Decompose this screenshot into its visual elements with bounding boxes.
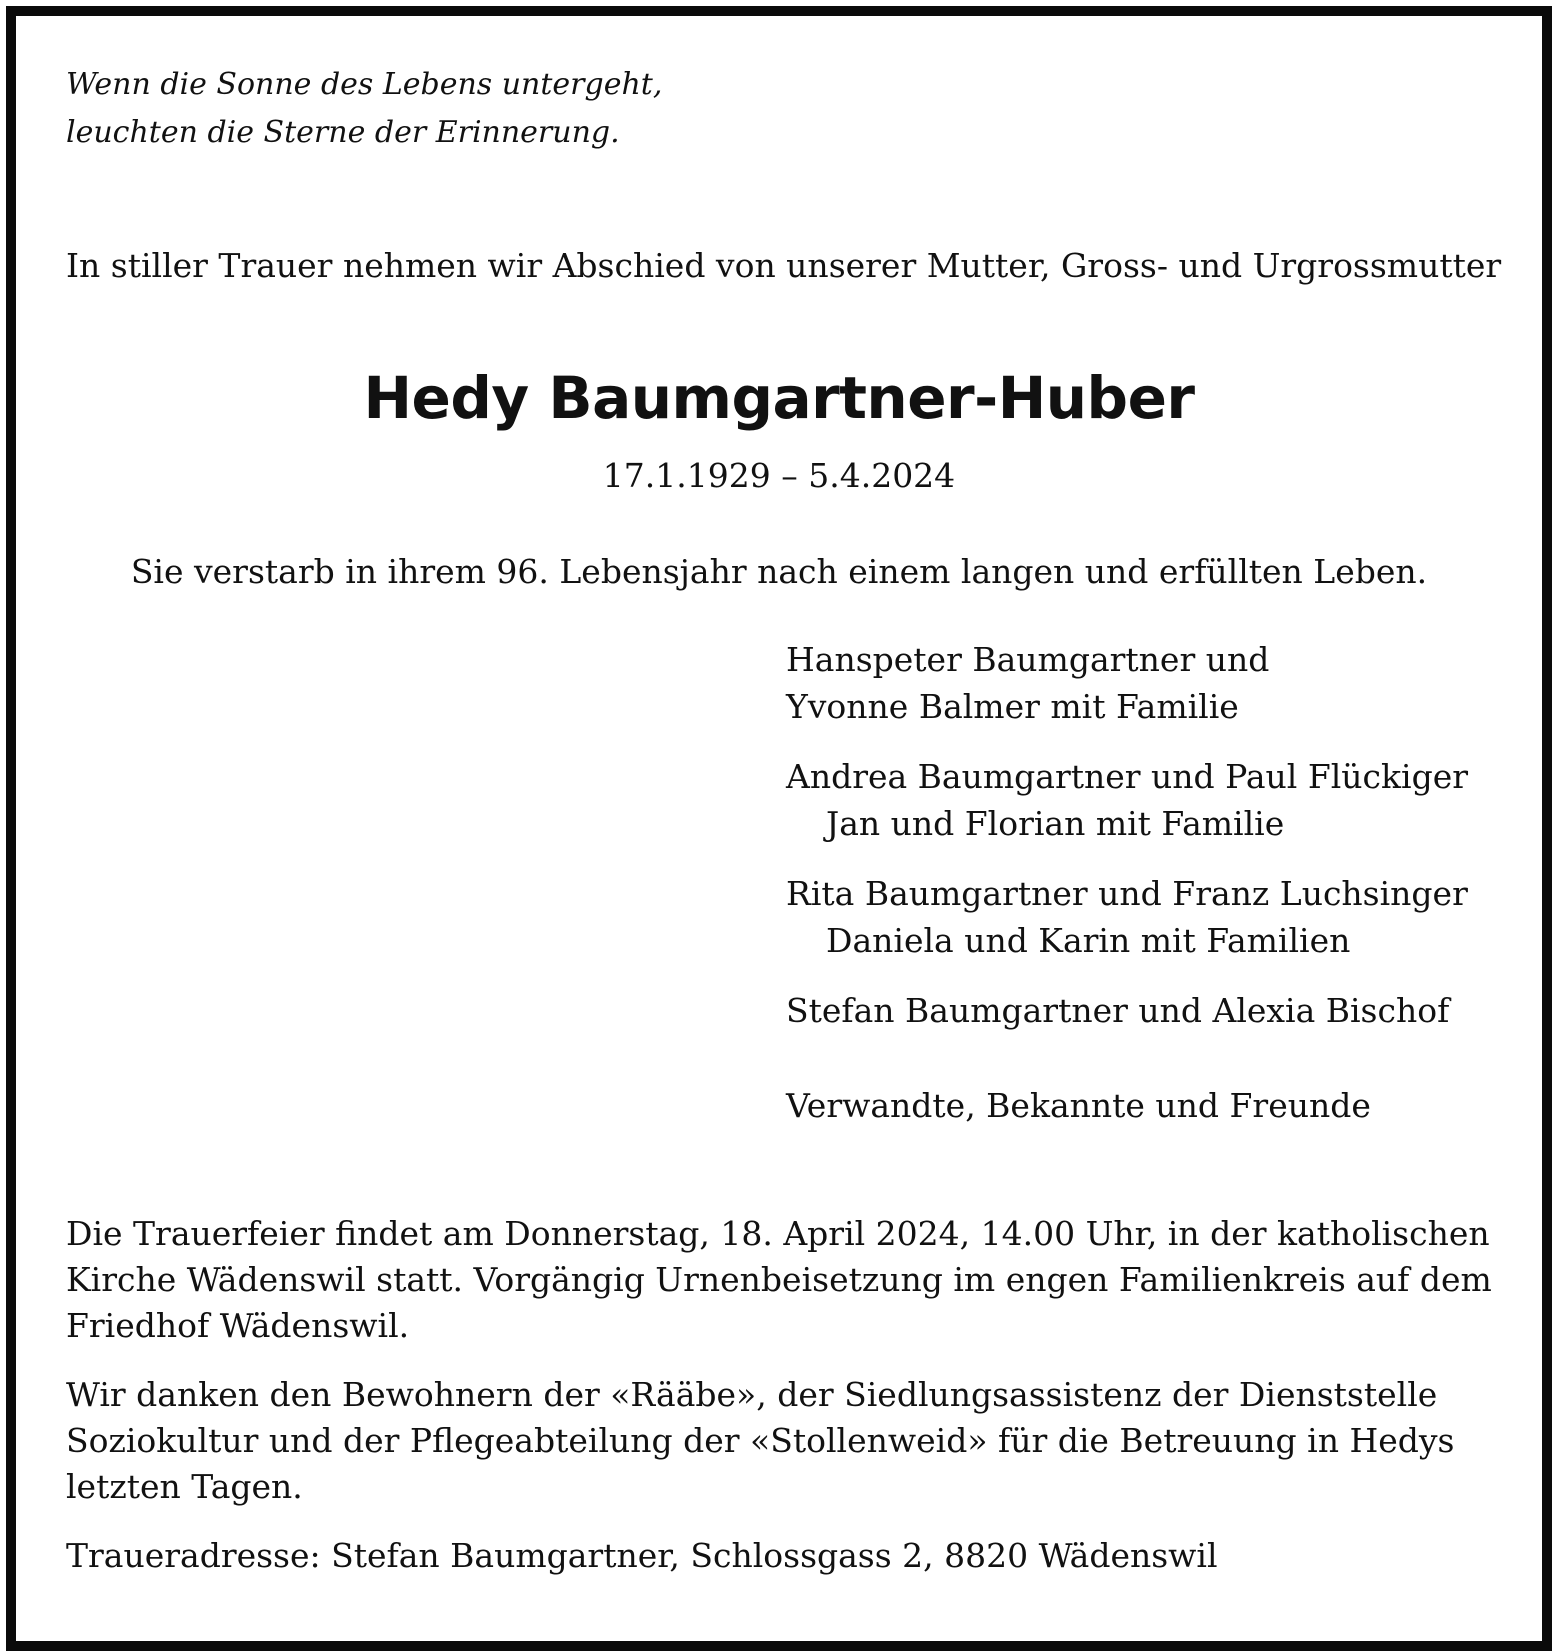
mourner-group — [786, 987, 1468, 1034]
mourner-line: Hanspeter Baumgartner und — [786, 640, 1270, 679]
mourner-group — [786, 636, 1468, 730]
mourner-group — [786, 870, 1468, 964]
motto-line-2: leuchten die Sterne der Erinnerung. — [66, 115, 620, 150]
mourner-line: Jan und Florian mit Familie — [826, 804, 1285, 843]
deceased-name: Hedy Baumgartner-Huber — [363, 364, 1195, 432]
mourner-line: Yvonne Balmer mit Familie — [786, 687, 1239, 726]
address-text: Traueradresse: Stefan Baumgartner, Schlossgass 2, 8820 Wädenswil — [66, 1536, 1218, 1575]
motto-quote — [66, 61, 662, 157]
life-dates: 17.1.1929 – 5.4.2024 — [602, 456, 956, 495]
thanks-text: Wir danken den Bewohnern der «Rääbe», der Siedlungsassistenz der Dienststelle Soziokultur und der Pflegeabteilung der «Stollenweid» für die Betreuung in Hedys letzten Tagen. — [66, 1375, 1455, 1506]
mourner-line: Stefan Baumgartner und Alexia Bischof — [786, 991, 1450, 1030]
ceremony-text: Die Trauerfeier findet am Donnerstag, 18. April 2024, 14.00 Uhr, in der katholischen Kirche Wädenswil statt. Vorgängig Urnenbeisetzung im engen Familienkreis auf dem Friedhof Wädenswil. — [66, 1214, 1492, 1345]
obituary-frame — [6, 6, 1552, 1651]
mourners-list — [786, 636, 1468, 1129]
mourner-line: Daniela und Karin mit Familien — [826, 921, 1351, 960]
mourner-line: Andrea Baumgartner und Paul Flückiger — [786, 757, 1469, 796]
death-sentence: Sie verstarb in ihrem 96. Lebensjahr nach einem langen und erfüllten Leben. — [130, 552, 1428, 591]
notice-block — [66, 1211, 1506, 1602]
mourners-final: Verwandte, Bekannte und Freunde — [786, 1086, 1371, 1125]
intro-text: In stiller Trauer nehmen wir Abschied von unserer Mutter, Gross- und Urgrossmutter — [66, 246, 1502, 285]
mourner-line: Rita Baumgartner und Franz Luchsinger — [786, 874, 1468, 913]
mourner-group — [786, 753, 1468, 847]
motto-line-1: Wenn die Sonne des Lebens untergeht, — [66, 67, 663, 102]
